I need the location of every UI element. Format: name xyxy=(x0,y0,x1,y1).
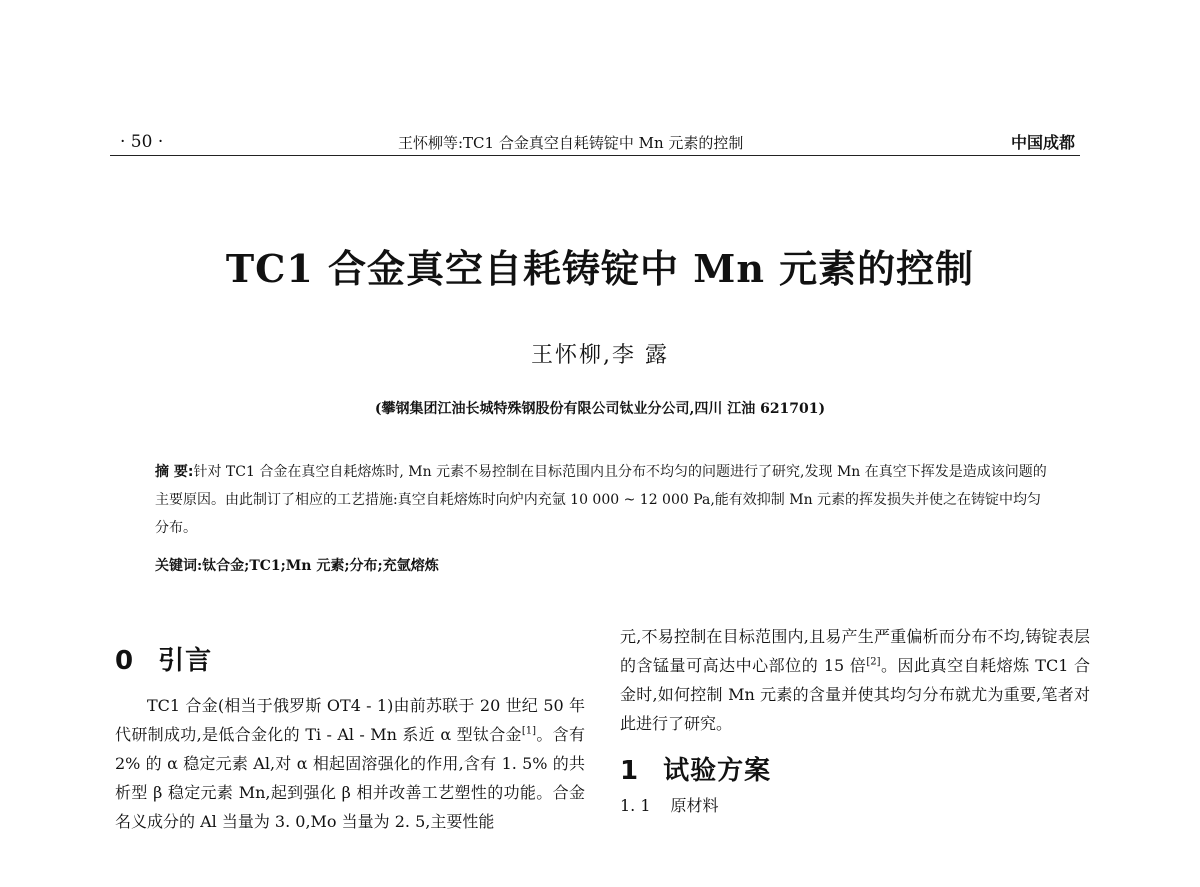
article-title: TC1 合金真空自耗铸锭中 Mn 元素的控制 xyxy=(225,246,975,291)
running-title: 王怀柳等:TC1 合金真空自耗铸锭中 Mn 元素的控制 xyxy=(398,134,744,152)
page-number: · 50 · xyxy=(120,132,164,152)
section-1-title: 试验方案 xyxy=(663,756,772,786)
journal-name: 中国成都 xyxy=(1010,133,1075,152)
right-text-b: 。因此真空自耗熔炼 TC1 合金时,如何控制 Mn 元素的含量并使其均匀分布就尤为重要,笔者对此进行了研究。 xyxy=(620,656,1090,733)
right-column xyxy=(620,622,1090,816)
keywords-label: 关键词: xyxy=(155,558,203,574)
section-1-heading xyxy=(620,750,1090,787)
intro-text-b: 。含有 2% 的 α 稳定元素 Al,对 α 相起固溶强化的作用,含有 1. 5% 的共析型 β 稳定元素 Mn,起到强化 β 相并改善工艺塑性的功能。合金名义成分的 Al 当量为 3. 0,Mo 当量为 2. 5,主要性能 xyxy=(115,725,585,831)
intro-text-a: TC1 合金(相当于俄罗斯 OT4 - 1)由前苏联于 20 世纪 50 年代研制成功,是低合金化的 Ti - Al - Mn 系近 α 型钛合金 xyxy=(115,696,585,744)
subsection-1-1-title: 原材料 xyxy=(670,796,719,815)
right-paragraph xyxy=(620,622,1090,738)
intro-paragraph xyxy=(115,691,585,836)
abstract xyxy=(155,458,1055,542)
section-0-title: 引言 xyxy=(158,646,213,676)
running-header xyxy=(110,128,1075,156)
section-0-heading xyxy=(115,640,585,677)
abstract-label: 摘 要: xyxy=(155,464,194,480)
section-0-number: 0 xyxy=(115,646,135,676)
right-text-a: 元,不易控制在目标范围内,且易产生严重偏析而分布不均,铸锭表层的含锰量可高达中心部位的 15 倍 xyxy=(620,627,1090,675)
reference-2: [2] xyxy=(866,656,881,668)
keywords xyxy=(155,554,1055,578)
reference-1: [1] xyxy=(521,725,537,737)
subsection-1-1-number: 1. 1 xyxy=(620,796,651,815)
abstract-text: 针对 TC1 合金在真空自耗熔炼时, Mn 元素不易控制在目标范围内且分布不均匀的问题进行了研究,发现 Mn 在真空下挥发是造成该问题的主要原因。由此制订了相应的工艺措施:真空自耗熔炼时向炉内充氩 10 000 ~ 12 000 Pa,能有效抑制 Mn 元素的挥发损失并使之在铸锭中均匀分布。 xyxy=(155,464,1047,536)
subsection-1-1-heading xyxy=(620,793,1090,816)
section-1-number: 1 xyxy=(620,756,640,786)
authors: 王怀柳,李 露 xyxy=(531,343,669,368)
keywords-text: 钛合金;TC1;Mn 元素;分布;充氩熔炼 xyxy=(202,558,439,574)
left-column xyxy=(115,640,585,836)
header-rule xyxy=(110,155,1080,156)
affiliation: (攀钢集团江油长城特殊钢股份有限公司钛业分公司,四川 江油 621701) xyxy=(374,401,826,417)
